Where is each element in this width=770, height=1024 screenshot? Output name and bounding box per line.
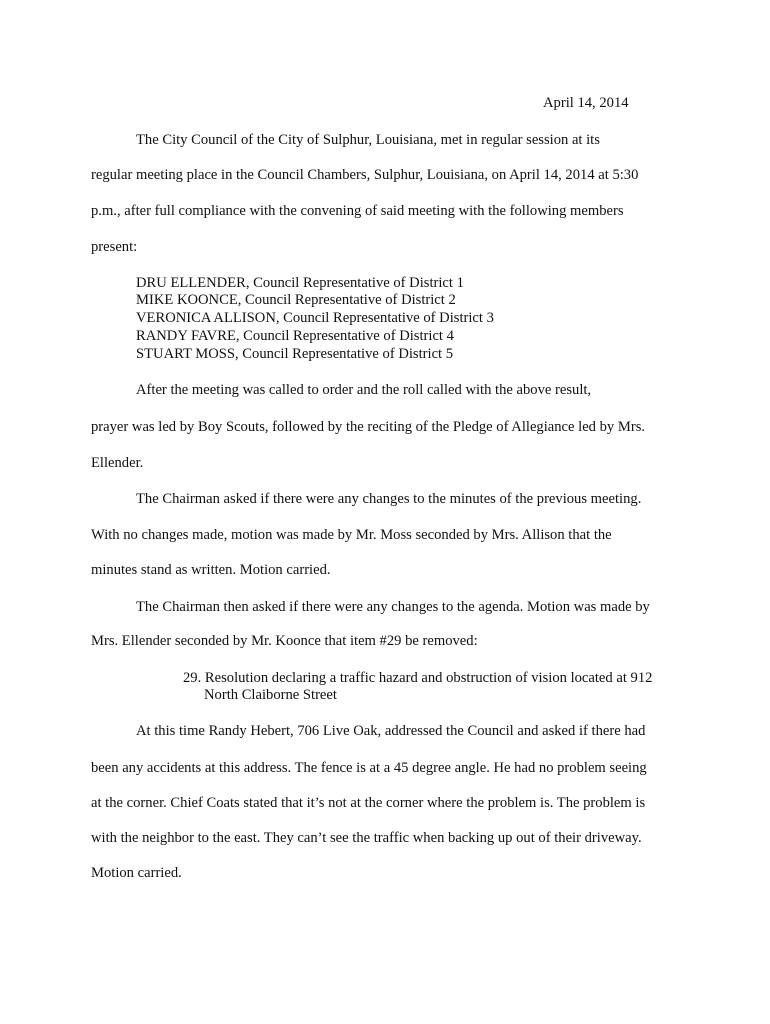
council-member-5: STUART MOSS, Council Representative of District 5	[136, 346, 454, 362]
roll-call-paragraph-line-3: Ellender.	[91, 455, 144, 471]
discussion-paragraph-line-5: Motion carried.	[91, 865, 182, 881]
opening-paragraph-line-2: regular meeting place in the Council Chambers, Sulphur, Louisiana, on April 14, 2014 at 5:30	[91, 167, 639, 183]
discussion-paragraph-line-4: with the neighbor to the east. They can’t see the traffic when backing up out of their driveway.	[91, 830, 642, 846]
opening-paragraph-line-4: present:	[91, 239, 138, 255]
council-member-2: MIKE KOONCE, Council Representative of District 2	[136, 292, 456, 308]
agenda-paragraph-line-2: Mrs. Ellender seconded by Mr. Koonce that item #29 be removed:	[91, 633, 478, 649]
discussion-paragraph-line-2: been any accidents at this address. The fence is at a 45 degree angle. He had no problem seeing	[91, 760, 647, 776]
council-member-3: VERONICA ALLISON, Council Representative of District 3	[136, 310, 494, 326]
agenda-item-line-1: 29. Resolution declaring a traffic hazard and obstruction of vision located at 912	[183, 670, 653, 686]
discussion-paragraph-line-3: at the corner. Chief Coats stated that it’s not at the corner where the problem is. The problem is	[91, 795, 646, 811]
roll-call-paragraph-line-2: prayer was led by Boy Scouts, followed by the reciting of the Pledge of Allegiance led by Mrs.	[91, 419, 646, 435]
discussion-paragraph-line-1: At this time Randy Hebert, 706 Live Oak, addressed the Council and asked if there had	[136, 723, 646, 739]
opening-paragraph-line-3: p.m., after full compliance with the convening of said meeting with the following members	[91, 203, 624, 219]
council-member-4: RANDY FAVRE, Council Representative of District 4	[136, 328, 454, 344]
agenda-paragraph-line-1: The Chairman then asked if there were any changes to the agenda. Motion was made by	[136, 599, 650, 615]
document-date: April 14, 2014	[543, 95, 629, 111]
minutes-paragraph-line-2: With no changes made, motion was made by Mr. Moss seconded by Mrs. Allison that the	[91, 527, 612, 543]
minutes-paragraph-line-1: The Chairman asked if there were any changes to the minutes of the previous meeting.	[136, 491, 642, 507]
council-member-1: DRU ELLENDER, Council Representative of District 1	[136, 275, 464, 291]
opening-paragraph-line-1: The City Council of the City of Sulphur, Louisiana, met in regular session at its	[136, 132, 600, 148]
agenda-item-line-2: North Claiborne Street	[204, 687, 337, 703]
roll-call-paragraph-line-1: After the meeting was called to order and the roll called with the above result,	[136, 382, 592, 398]
minutes-paragraph-line-3: minutes stand as written. Motion carried.	[91, 562, 331, 578]
